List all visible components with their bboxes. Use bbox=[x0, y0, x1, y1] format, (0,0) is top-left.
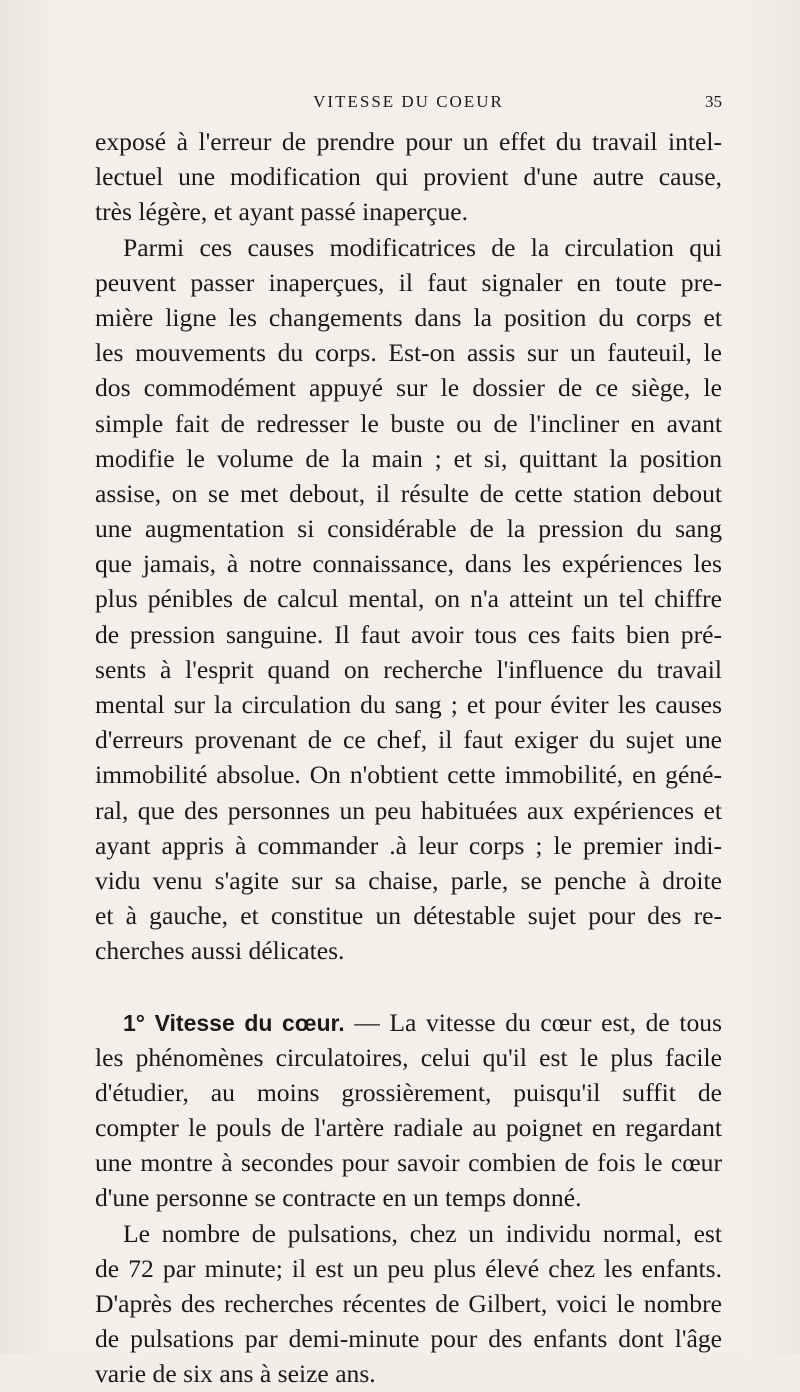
text-line: cherches aussi délicates. bbox=[95, 936, 345, 966]
section-heading-line bbox=[95, 1005, 722, 1040]
text-line: sents à l'esprit quand on recherche l'influence du travail bbox=[95, 654, 722, 684]
text-line: D'après des recherches récentes de Gilbert, voici le nombre bbox=[95, 1289, 722, 1318]
text-line: une montre à secondes pour savoir combien de fois le cœur bbox=[95, 1148, 722, 1178]
section-title: Vitesse du cœur. bbox=[154, 1009, 345, 1036]
text-line: et à gauche, et constitue un détestable sujet pour des re- bbox=[95, 901, 722, 931]
text-line: vidu venu s'agite sur sa chaise, parle, se penche à droite bbox=[95, 865, 722, 895]
text-line: varie de six ans à seize ans. bbox=[95, 1359, 376, 1389]
text-line: immobilité absolue. On n'obtient cette immobilité, en géné- bbox=[95, 760, 722, 790]
text-line: que jamais, à notre connaissance, dans les expériences les bbox=[95, 549, 722, 579]
text-line: Parmi ces causes modificatrices de la circulation qui bbox=[123, 232, 722, 262]
page-number: 35 bbox=[705, 92, 722, 111]
text-line: d'étudier, au moins grossièrement, puisqu'il suffit de bbox=[95, 1077, 722, 1107]
text-line: de 72 par minute; il est un peu plus élevé chez les enfants. bbox=[95, 1253, 722, 1283]
text-line: mental sur la circulation du sang ; et pour éviter les causes bbox=[95, 690, 722, 719]
text-line: ral, que des personnes un peu habituées aux expériences et bbox=[95, 795, 722, 825]
body-text bbox=[95, 124, 722, 1392]
text-line: dos commodément appuyé sur le dossier de ce siège, le bbox=[95, 373, 722, 403]
text-line: lectuel une modification qui provient d'une autre cause, bbox=[95, 162, 722, 192]
text-line: compter le pouls de l'artère radiale au poignet en regardant bbox=[95, 1113, 722, 1143]
text-line: plus pénibles de calcul mental, on n'a atteint un tel chiffre bbox=[95, 584, 722, 614]
section-number: 1° bbox=[123, 1009, 145, 1036]
section-first-line-text: — La vitesse du cœur est, de tous bbox=[354, 1007, 722, 1037]
text-line: assise, on se met debout, il résulte de cette station debout bbox=[95, 478, 722, 508]
page-header bbox=[95, 92, 722, 116]
text-line: d'une personne se contracte en un temps donné. bbox=[95, 1183, 582, 1213]
text-line: Le nombre de pulsations, chez un individu normal, est bbox=[123, 1218, 722, 1248]
text-line: exposé à l'erreur de prendre pour un effet du travail intel- bbox=[95, 127, 722, 156]
text-line: peuvent passer inaperçues, il faut signaler en toute pre- bbox=[95, 267, 722, 297]
text-line: simple fait de redresser le buste ou de l'incliner en avant bbox=[95, 408, 722, 438]
text-line: les mouvements du corps. Est-on assis sur un fauteuil, le bbox=[95, 338, 722, 368]
text-line: ayant appris à commander .à leur corps ; le premier indi- bbox=[95, 830, 722, 860]
text-line: de pression sanguine. Il faut avoir tous ces faits bien pré- bbox=[95, 619, 722, 649]
text-line: de pulsations par demi-minute pour des enfants dont l'âge bbox=[95, 1324, 722, 1354]
text-line: d'erreurs provenant de ce chef, il faut exiger du sujet une bbox=[95, 725, 722, 755]
text-line: les phénomènes circulatoires, celui qu'il est le plus facile bbox=[95, 1042, 722, 1072]
running-title: VITESSE DU COEUR bbox=[313, 92, 504, 111]
text-line: modifie le volume de la main ; et si, quittant la position bbox=[95, 443, 722, 473]
text-line: une augmentation si considérable de la pression du sang bbox=[95, 514, 722, 544]
text-line: mière ligne les changements dans la position du corps et bbox=[95, 302, 722, 332]
section-spacer bbox=[95, 969, 722, 1005]
text-line: très légère, et ayant passé inaperçue. bbox=[95, 197, 469, 227]
